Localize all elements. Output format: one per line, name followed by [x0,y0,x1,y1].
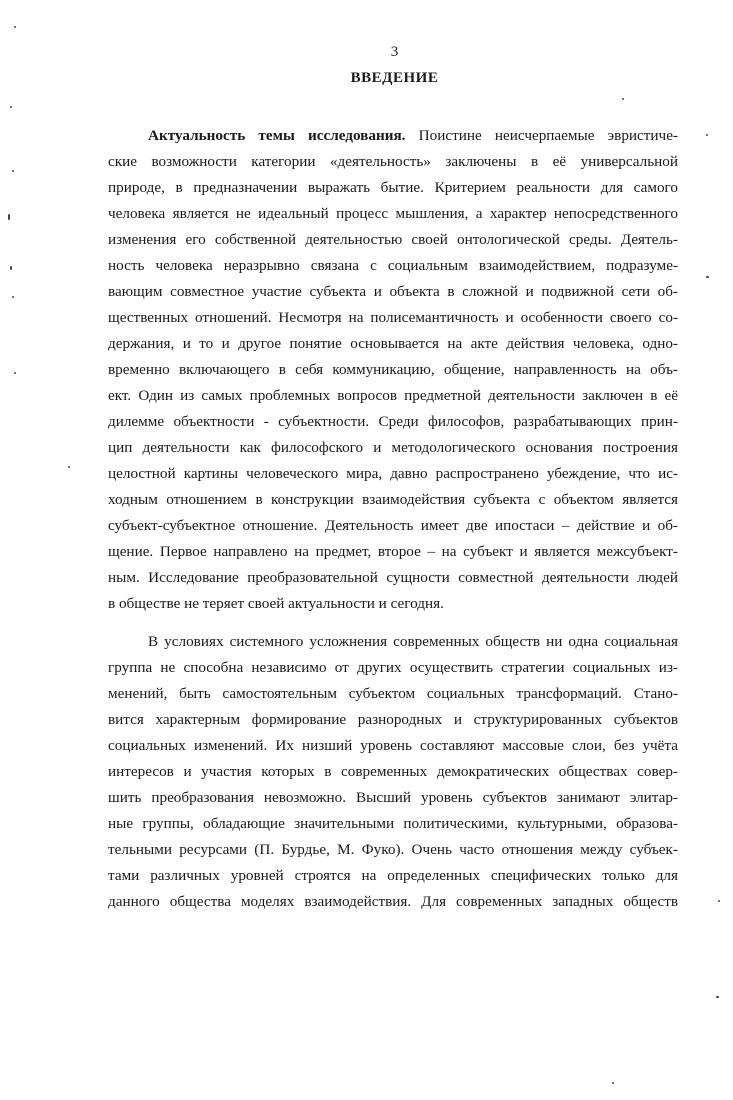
scan-speck [8,214,10,220]
text-line: щение. Первое направлено на предмет, второе – на субъект и является межсубъект- [108,543,678,560]
scan-speck [706,276,709,278]
scan-speck [622,98,624,100]
scan-speck [10,106,12,108]
text-line: временно включающего в себя коммуникацию, общение, направленность на объ- [108,361,678,378]
text-line: природе, в предназначении выражать бытие. Критерием реальности для самого [108,179,678,196]
text-line: интересов и участия которых в современных демократических обществах совер- [108,763,678,780]
text-line: щественных отношений. Несмотря на полисемантичность и особенности своего со- [108,309,678,326]
scan-speck [14,26,16,28]
scan-speck [14,372,16,374]
page-title: ВВЕДЕНИЕ [350,70,439,86]
scan-speck [718,900,720,902]
text-line: В условиях системного усложнения современных обществ ни одна социальная [148,633,678,650]
text-line: ект. Один из самых проблемных вопросов предметной деятельности заключен в её [108,387,678,404]
text-line: вающим совместное участие субъекта и объекта в сложной и подвижной сети об- [108,283,678,300]
text-line: ходным отношением в конструкции взаимодействия субъекта с объектом является [108,491,678,508]
text-line: ские возможности категории «деятельность» заключены в её универсальной [108,153,678,170]
text-line: целостной картины человеческого мира, давно распространено убеждение, что ис- [108,465,678,482]
text-line: тельными ресурсами (П. Бурдье, М. Фуко). Очень часто отношения между субъек- [108,841,678,858]
text-line: социальных изменений. Их низший уровень составляют массовые слои, без учёта [108,737,678,754]
text-line: субъект-субъектное отношение. Деятельность имеет две ипостаси – действие и об- [108,517,678,534]
scan-speck [12,296,14,298]
section-heading: Актуальность темы исследования. [148,127,406,144]
scan-speck [706,134,708,136]
text-line: изменения его собственной деятельностью своей онтологической среды. Деятель- [108,231,678,248]
scan-speck [68,466,70,468]
text-line: группа не способна независимо от других осуществить стратегии социальных из- [108,659,678,676]
text-line: Актуальность темы исследования. Поистине неисчерпаемые эвристиче- [148,127,678,144]
text-line: ность человека неразрывно связана с социальным взаимодействием, подразуме- [108,257,678,274]
scan-speck [612,1082,614,1084]
text-line: дилемме объектности - субъектности. Среди философов, разрабатывающих прин- [108,413,678,430]
text-line: ным. Исследование преобразовательной сущности совместной деятельности людей [108,569,678,586]
text-line: данного общества моделях взаимодействия. Для современных западных обществ [108,893,678,910]
text-line: цип деятельности как философского и методологического основания построения [108,439,678,456]
scan-speck [10,266,12,270]
text-line: тами различных уровней строятся на определенных специфических только для [108,867,678,884]
text-line: менений, быть самостоятельным субъектом социальных трансформаций. Стано- [108,685,678,702]
text-line: держания, и то и другое понятие основывается на акте действия человека, одно- [108,335,678,352]
text-line: шить преобразования невозможно. Высший уровень субъектов занимают элитар- [108,789,678,806]
page-number: 3 [390,44,399,60]
text-line: человека является не идеальный процесс мышления, а характер непосредственного [108,205,678,222]
scan-speck [12,170,14,172]
text-line: ные группы, обладающие значительными политическими, культурными, образова- [108,815,678,832]
text-line: вится характерным формирование разнородных и структурированных субъектов [108,711,678,728]
text-line: в обществе не теряет своей актуальности и сегодня. [108,595,444,612]
scan-speck [716,996,719,998]
